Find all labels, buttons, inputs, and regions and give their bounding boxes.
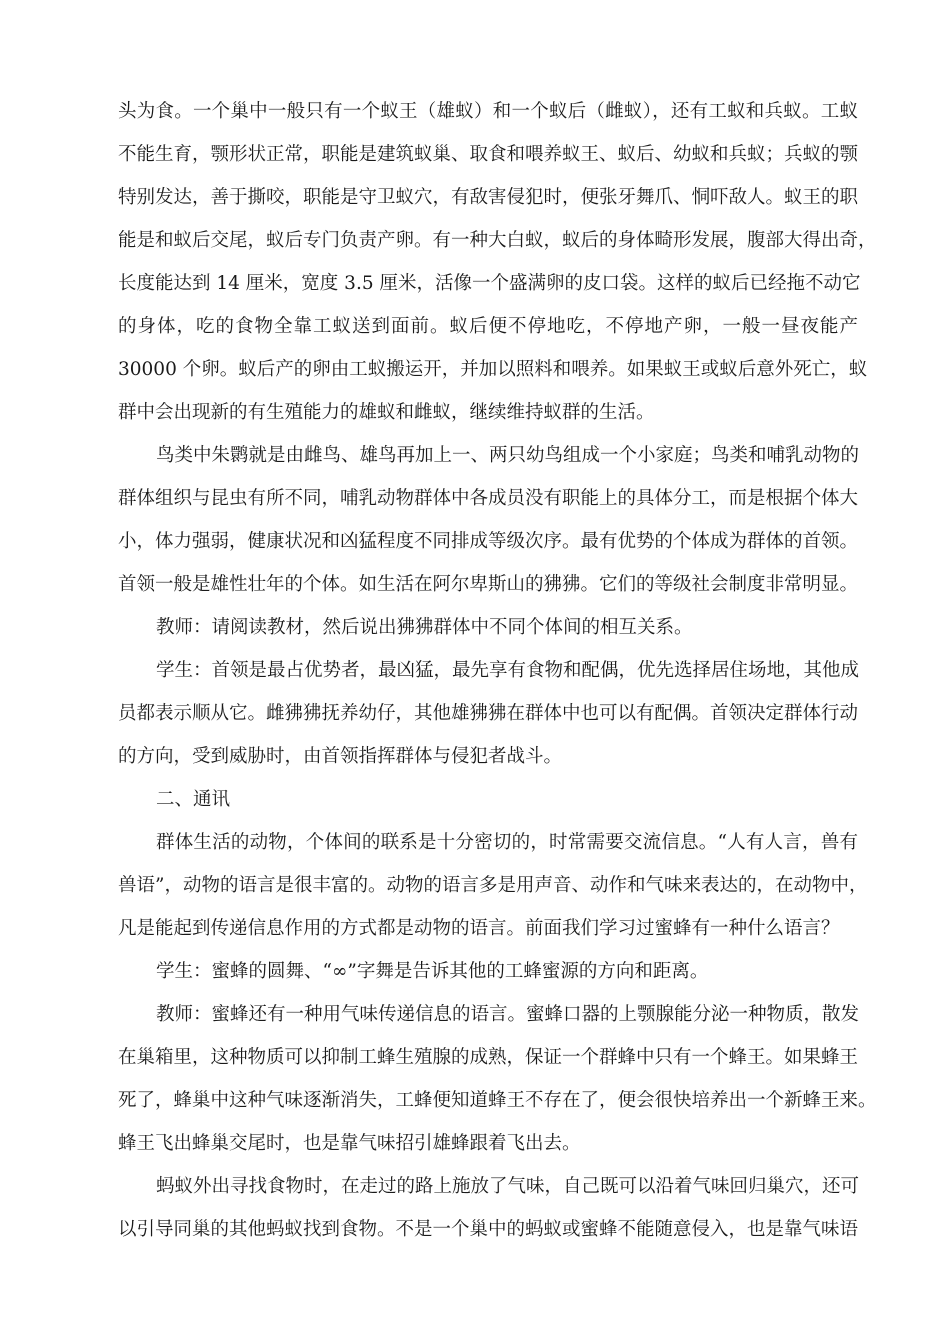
student-line: 学生：首领是最占优势者，最凶猛，最先享有食物和配偶，优先选择居住场地，其他成 [156,660,860,681]
text-line: 以引导同巢的其他蚂蚁找到食物。不是一个巢中的蚂蚁或蜜蜂不能随意侵入，也是靠气味语 [118,1219,859,1240]
text-line: 员都表示顺从它。雌狒狒抚养幼仔，其他雄狒狒在群体中也可以有配偶。首领决定群体行动 [118,703,859,724]
text-line: 小，体力强弱，健康状况和凶猛程度不同排成等级次序。最有优势的个体成为群体的首领。 [118,531,859,552]
text-line: 蜂王飞出蜂巢交尾时，也是靠气味招引雄蜂跟着飞出去。 [118,1133,581,1154]
text-line: 凡是能起到传递信息作用的方式都是动物的语言。前面我们学习过蜜蜂有一种什么语言？ [118,918,840,939]
text-line: 长度能达到 14 厘米，宽度 3.5 厘米，活像一个盛满卵的皮口袋。这样的蚁后已经拖不动它 [118,273,861,294]
teacher-line: 教师：蜜蜂还有一种用气味传递信息的语言。蜜蜂口器的上颚腺能分泌一种物质，散发 [156,1004,860,1025]
student-line: 学生：蜜蜂的圆舞、“∞”字舞是告诉其他的工蜂蜜源的方向和距离。 [156,961,709,982]
text-line: 不能生育，颚形状正常，职能是建筑蚁巢、取食和喂养蚁王、蚁后、幼蚁和兵蚁；兵蚁的颚 [118,144,859,165]
text-line: 特别发达，善于撕咬，职能是守卫蚁穴，有敌害侵犯时，便张牙舞爪、恫吓敌人。蚁王的职 [118,187,859,208]
section-heading: 二、通讯 [156,789,231,810]
text-line: 30000 个卵。蚁后产的卵由工蚁搬运开，并加以照料和喂养。如果蚁王或蚁后意外死亡，蚁 [118,359,868,380]
text-line: 在巢箱里，这种物质可以抑制工蜂生殖腺的成熟，保证一个群蜂中只有一个蜂王。如果蜂王 [118,1047,859,1068]
text-line: 群体组织与昆虫有所不同，哺乳动物群体中各成员没有职能上的具体分工，而是根据个体大 [118,488,859,509]
text-line: 的方向，受到威胁时，由首领指挥群体与侵犯者战斗。 [118,746,563,767]
teacher-line: 教师：请阅读教材，然后说出狒狒群体中不同个体间的相互关系。 [156,617,693,638]
text-line: 群中会出现新的有生殖能力的雄蚁和雌蚁，继续维持蚁群的生活。 [118,402,655,423]
text-line: 能是和蚁后交尾，蚁后专门负责产卵。有一种大白蚁，蚁后的身体畸形发展，腹部大得出奇， [118,230,877,251]
paragraph-first-line: 群体生活的动物，个体间的联系是十分密切的，时常需要交流信息。“人有人言，兽有 [156,832,858,853]
text-line: 兽语”，动物的语言是很丰富的。动物的语言多是用声音、动作和气味来表达的，在动物中， [118,875,868,896]
paragraph-first-line: 蚂蚁外出寻找食物时，在走过的路上施放了气味，自己既可以沿着气味回归巢穴，还可 [156,1176,860,1197]
text-line: 死了，蜂巢中这种气味逐渐消失，工蜂便知道蜂王不存在了，便会很快培养出一个新蜂王来。 [118,1090,877,1111]
text-line: 的身体，吃的食物全靠工蚁送到面前。蚁后便不停地吃，不停地产卵，一般一昼夜能产 [118,316,858,337]
text-line: 首领一般是雄性壮年的个体。如生活在阿尔卑斯山的狒狒。它们的等级社会制度非常明显。 [118,574,859,595]
text-line: 头为食。一个巢中一般只有一个蚁王（雄蚁）和一个蚁后（雌蚁），还有工蚁和兵蚁。工蚁 [118,101,858,122]
paragraph-first-line: 鸟类中朱鹮就是由雌鸟、雄鸟再加上一、两只幼鸟组成一个小家庭；鸟类和哺乳动物的 [156,445,860,466]
